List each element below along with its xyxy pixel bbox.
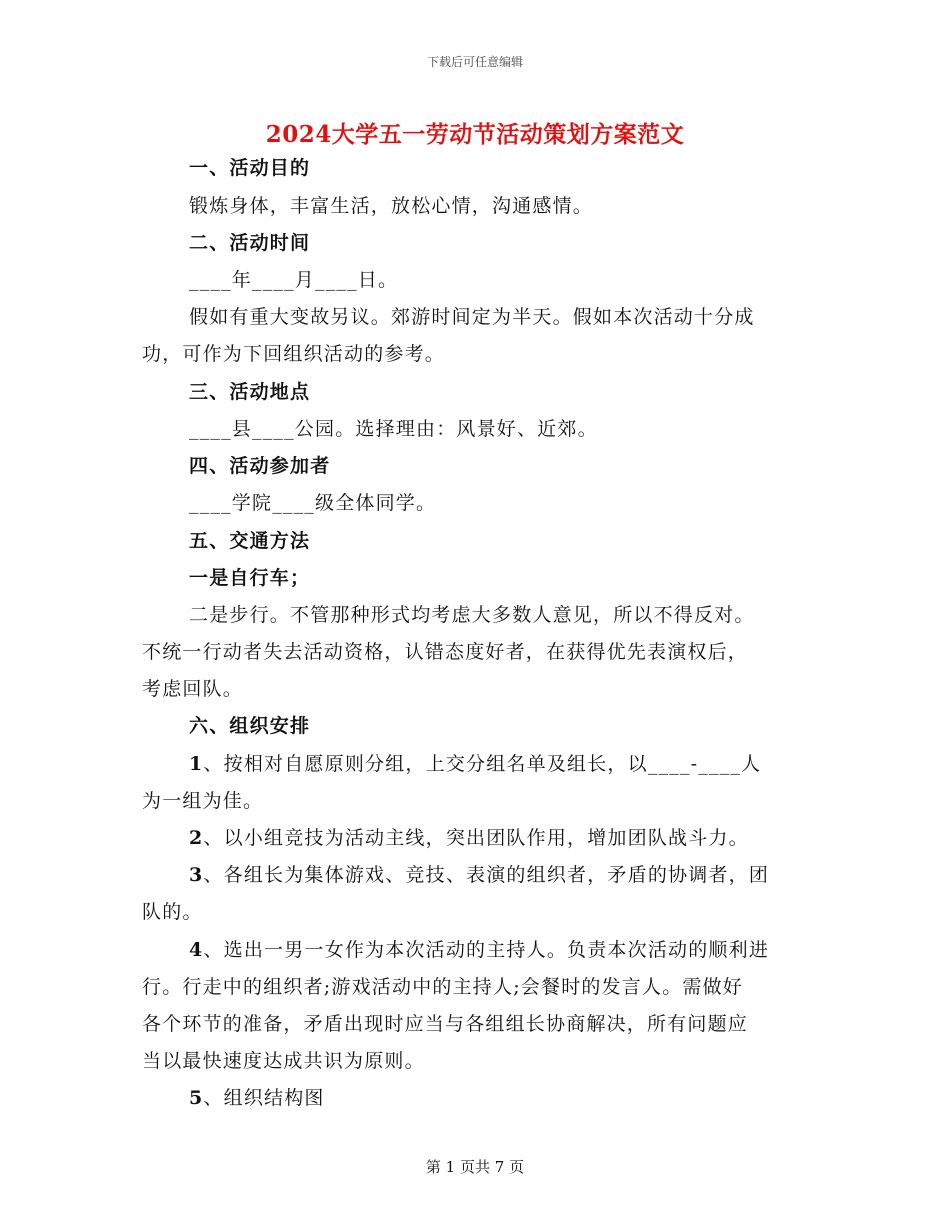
section-2-heading: 二、活动时间 bbox=[189, 232, 311, 254]
section-5-heading: 五、交通方法 bbox=[189, 530, 311, 552]
item2-text: 、以小组竞技为活动主线，突出团队作用，增加团队战斗力。 bbox=[203, 827, 749, 849]
item1-number: 1 bbox=[189, 753, 204, 775]
section-3-body: ____县____公园。选择理由：风景好、近郊。 bbox=[189, 418, 598, 440]
item2-number: 2 bbox=[189, 827, 204, 849]
section-6-item4-line4: 当以最快速度达成共识为原则。 bbox=[142, 1050, 425, 1072]
section-6-item3-line1 bbox=[189, 863, 769, 887]
section-3-heading: 三、活动地点 bbox=[189, 381, 311, 403]
item4-number: 4 bbox=[189, 939, 204, 961]
section-6-item2-line1 bbox=[189, 826, 749, 850]
item5-text: 、组织结构图 bbox=[203, 1087, 325, 1109]
section-1-heading: 一、活动目的 bbox=[189, 157, 311, 179]
section-4-heading: 四、活动参加者 bbox=[189, 455, 331, 477]
section-2-date: ____年____月____日。 bbox=[189, 269, 399, 291]
item4-text: 、选出一男一女作为本次活动的主持人。负责本次活动的顺利进 bbox=[203, 939, 770, 961]
document-title: 2024大学五一劳动节活动策划方案范文 bbox=[265, 121, 685, 148]
section-6-item1-line1 bbox=[189, 752, 761, 776]
page-header: 下载后可任意编辑 bbox=[426, 55, 523, 69]
section-5-item2-line1: 二是步行。不管那种形式均考虑大多数人意见，所以不得反对。 bbox=[189, 604, 755, 626]
page-footer: 第 1 页共 7 页 bbox=[425, 1158, 525, 1176]
item3-text: 、各组长为集体游戏、竞技、表演的组织者，矛盾的协调者，团 bbox=[203, 864, 770, 886]
section-6-item4-line3: 各个环节的准备，矛盾出现时应当与各组组长协商解决，所有问题应 bbox=[142, 1013, 749, 1035]
section-5-item1: 一是自行车； bbox=[189, 567, 311, 589]
section-6-item3-line2: 队的。 bbox=[142, 901, 203, 923]
section-2-body-line2: 功，可作为下回组织活动的参考。 bbox=[142, 343, 446, 365]
item3-number: 3 bbox=[189, 864, 204, 886]
section-6-heading: 六、组织安排 bbox=[189, 715, 311, 737]
item5-number: 5 bbox=[189, 1087, 204, 1109]
section-2-body-line1: 假如有重大变故另议。郊游时间定为半天。假如本次活动十分成 bbox=[189, 306, 755, 328]
section-6-item1-line2: 为一组为佳。 bbox=[142, 790, 264, 812]
item1-text: 、按相对自愿原则分组，上交分组名单及组长，以____-____人 bbox=[203, 753, 762, 775]
section-6-item5-line1 bbox=[189, 1086, 325, 1110]
section-1-body: 锻炼身体，丰富生活，放松心情，沟通感情。 bbox=[189, 195, 594, 217]
section-5-item2-line3: 考虑回队。 bbox=[142, 678, 244, 700]
section-6-item4-line1 bbox=[189, 938, 769, 962]
section-4-body: ____学院____级全体同学。 bbox=[189, 492, 437, 514]
section-6-item4-line2: 行。行走中的组织者;游戏活动中的主持人;会餐时的发言人。需做好 bbox=[142, 976, 744, 998]
section-5-item2-line2: 不统一行动者失去活动资格，认错态度好者，在获得优先表演权后， bbox=[142, 641, 749, 663]
